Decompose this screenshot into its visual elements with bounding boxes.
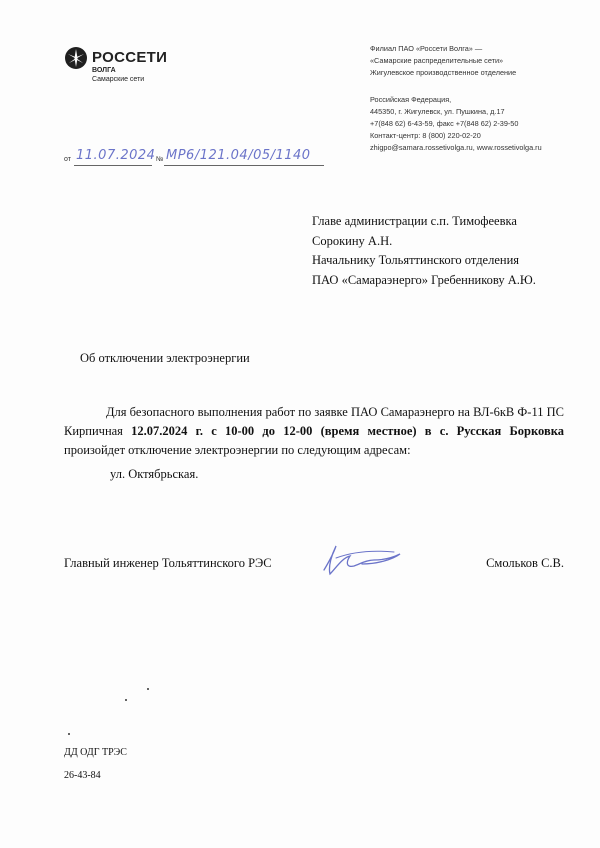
email-web-line: zhigpo@samara.rossetivolga.ru, www.rossetivolga.ru bbox=[370, 143, 542, 153]
handwritten-signature bbox=[316, 540, 406, 580]
number-label: № bbox=[156, 156, 164, 163]
signer-name: Смольков С.В. bbox=[486, 556, 564, 570]
outage-address: ул. Октябрьская. bbox=[110, 467, 199, 481]
letter-subject: Об отключении электроэнергии bbox=[80, 351, 250, 365]
rosseti-logo bbox=[64, 46, 174, 92]
brand-branch: Самарские сети bbox=[92, 76, 145, 83]
body-outage-time: 12.07.2024 г. с 10-00 до 12-00 (время местное) в с. Русская Борковка bbox=[131, 424, 564, 438]
number-value: МР6/121.04/05/1140 bbox=[166, 148, 311, 163]
organization-block bbox=[370, 43, 580, 155]
address-line: 445350, г. Жигулевск, ул. Пушкина, д.17 bbox=[370, 106, 505, 116]
org-line: Жигулевское производственное отделение bbox=[370, 68, 517, 78]
contact-center-line: Контакт-центр: 8 (800) 220-02-20 bbox=[370, 131, 481, 141]
executor-footer bbox=[64, 741, 127, 787]
executor-phone: 26-43-84 bbox=[64, 770, 101, 781]
recipient-line: Начальнику Тольяттинского отделения bbox=[312, 253, 520, 267]
letter-body bbox=[64, 403, 564, 460]
body-text-part1: Для безопасного выполнения работ по заявке ПАО Самараэнерго на ВЛ-6кВ Ф-11 ПС Кирпичная bbox=[64, 405, 564, 438]
executor-dept: ДД ОДГ ТРЭС bbox=[64, 747, 127, 758]
signature-row bbox=[64, 554, 564, 576]
brand-name: РОССЕТИ bbox=[92, 49, 168, 66]
date-value: 11.07.2024 bbox=[76, 148, 156, 163]
body-text-part3: произойдет отключение электроэнергии по следующим адресам: bbox=[64, 443, 411, 457]
org-line: Филиал ПАО «Россети Волга» — bbox=[370, 44, 483, 53]
recipient-line: Главе администрации с.п. Тимофеевка bbox=[312, 214, 517, 228]
registration-line bbox=[64, 150, 344, 170]
org-line: «Самарские распределительные сети» bbox=[370, 56, 504, 66]
signer-position: Главный инженер Тольяттинского РЭС bbox=[64, 556, 272, 570]
rosseti-emblem-icon bbox=[64, 46, 88, 70]
address-line: Российская Федерация, bbox=[370, 94, 452, 104]
recipient-block bbox=[312, 212, 536, 290]
brand-region: ВОЛГА bbox=[92, 67, 116, 74]
date-label: от bbox=[64, 156, 71, 163]
phone-line: +7(848 62) 6-43-59, факс +7(848 62) 2-39-50 bbox=[370, 119, 519, 129]
recipient-line: Сорокину А.Н. bbox=[312, 233, 393, 248]
recipient-line: ПАО «Самараэнерго» Гребенникову А.Ю. bbox=[312, 272, 536, 287]
